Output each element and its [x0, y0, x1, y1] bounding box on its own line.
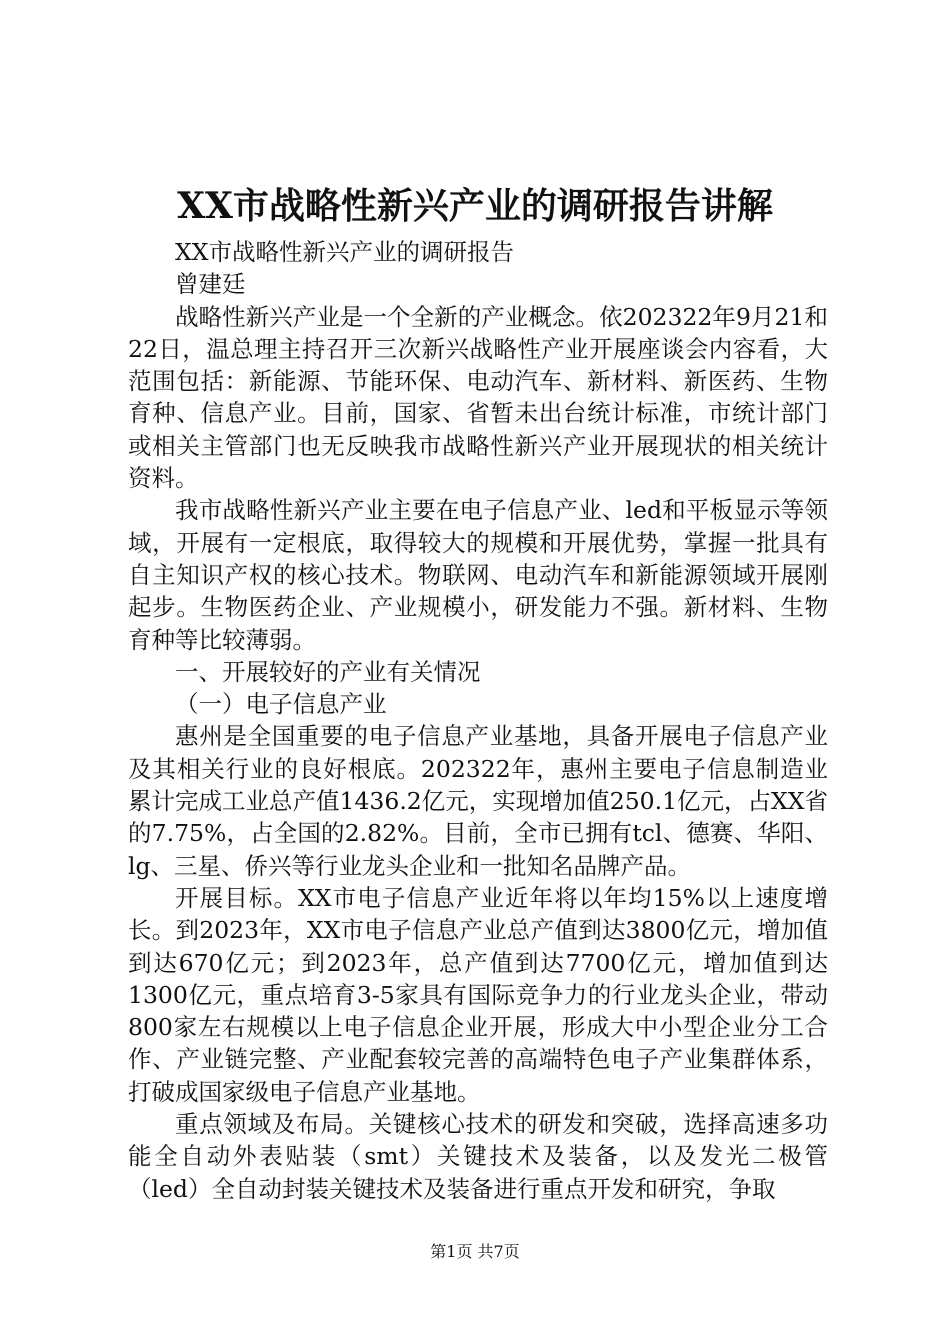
- page-footer: 第1页 共7页: [430, 1242, 520, 1261]
- subsection-heading: （一）电子信息产业: [175, 690, 387, 719]
- paragraph-intro: 战略性新兴产业是一个全新的产业概念。依202322年9月21和22日，温总理主持召开三次新兴战略性产业开展座谈会内容看，大范围包括：新能源、节能环保、电动汽车、新材料、新医药、生物育种、信息产业。目前，国家、省暂未出台统计标准，市统计部门或相关主管部门也无反映我市战略性新兴产业开展现状的相关统计资料。: [128, 302, 828, 493]
- subtitle: XX市战略性新兴产业的调研报告: [175, 238, 514, 266]
- document-title: XX市战略性新兴产业的调研报告讲解: [177, 185, 773, 227]
- author: 曾建廷: [175, 270, 246, 299]
- document-body: [128, 236, 828, 1205]
- paragraph-overview: 我市战略性新兴产业主要在电子信息产业、led和平板显示等领域，开展有一定根底，取得较大的规模和开展优势，掌握一批具有自主知识产权的核心技术。物联网、电动汽车和新能源领域开展刚起步。生物医药企业、产业规模小，研发能力不强。新材料、生物育种等比较薄弱。: [128, 496, 828, 654]
- paragraph-electronics: 惠州是全国重要的电子信息产业基地，具备开展电子信息产业及其相关行业的良好根底。202322年，惠州主要电子信息制造业累计完成工业总产值1436.2亿元，实现增加值250.1亿元，占XX省的7.75%，占全国的2.82%。目前，全市已拥有tcl、德赛、华阳、lg、三星、侨兴等行业龙头企业和一批知名品牌产品。: [128, 722, 828, 880]
- paragraph-targets: 开展目标。XX市电子信息产业近年将以年均15%以上速度增长。到2023年，XX市电子信息产业总产值到达3800亿元，增加值到达670亿元；到2023年，总产值到达7700亿元，增加值到达1300亿元，重点培育3-5家具有国际竞争力的行业龙头企业，带动800家左右规模以上电子信息企业开展，形成大中小型企业分工合作、产业链完整、产业配套较完善的高端特色电子产业集群体系，打破成国家级电子信息产业基地。: [128, 883, 828, 1106]
- section-heading: 一、开展较好的产业有关情况: [175, 657, 481, 686]
- paragraph-focus-areas: 重点领域及布局。关键核心技术的研发和突破，选择高速多功能全自动外表贴装（smt）关键技术及装备，以及发光二极管（led）全自动封装关键技术及装备进行重点开发和研究，争取: [128, 1110, 828, 1203]
